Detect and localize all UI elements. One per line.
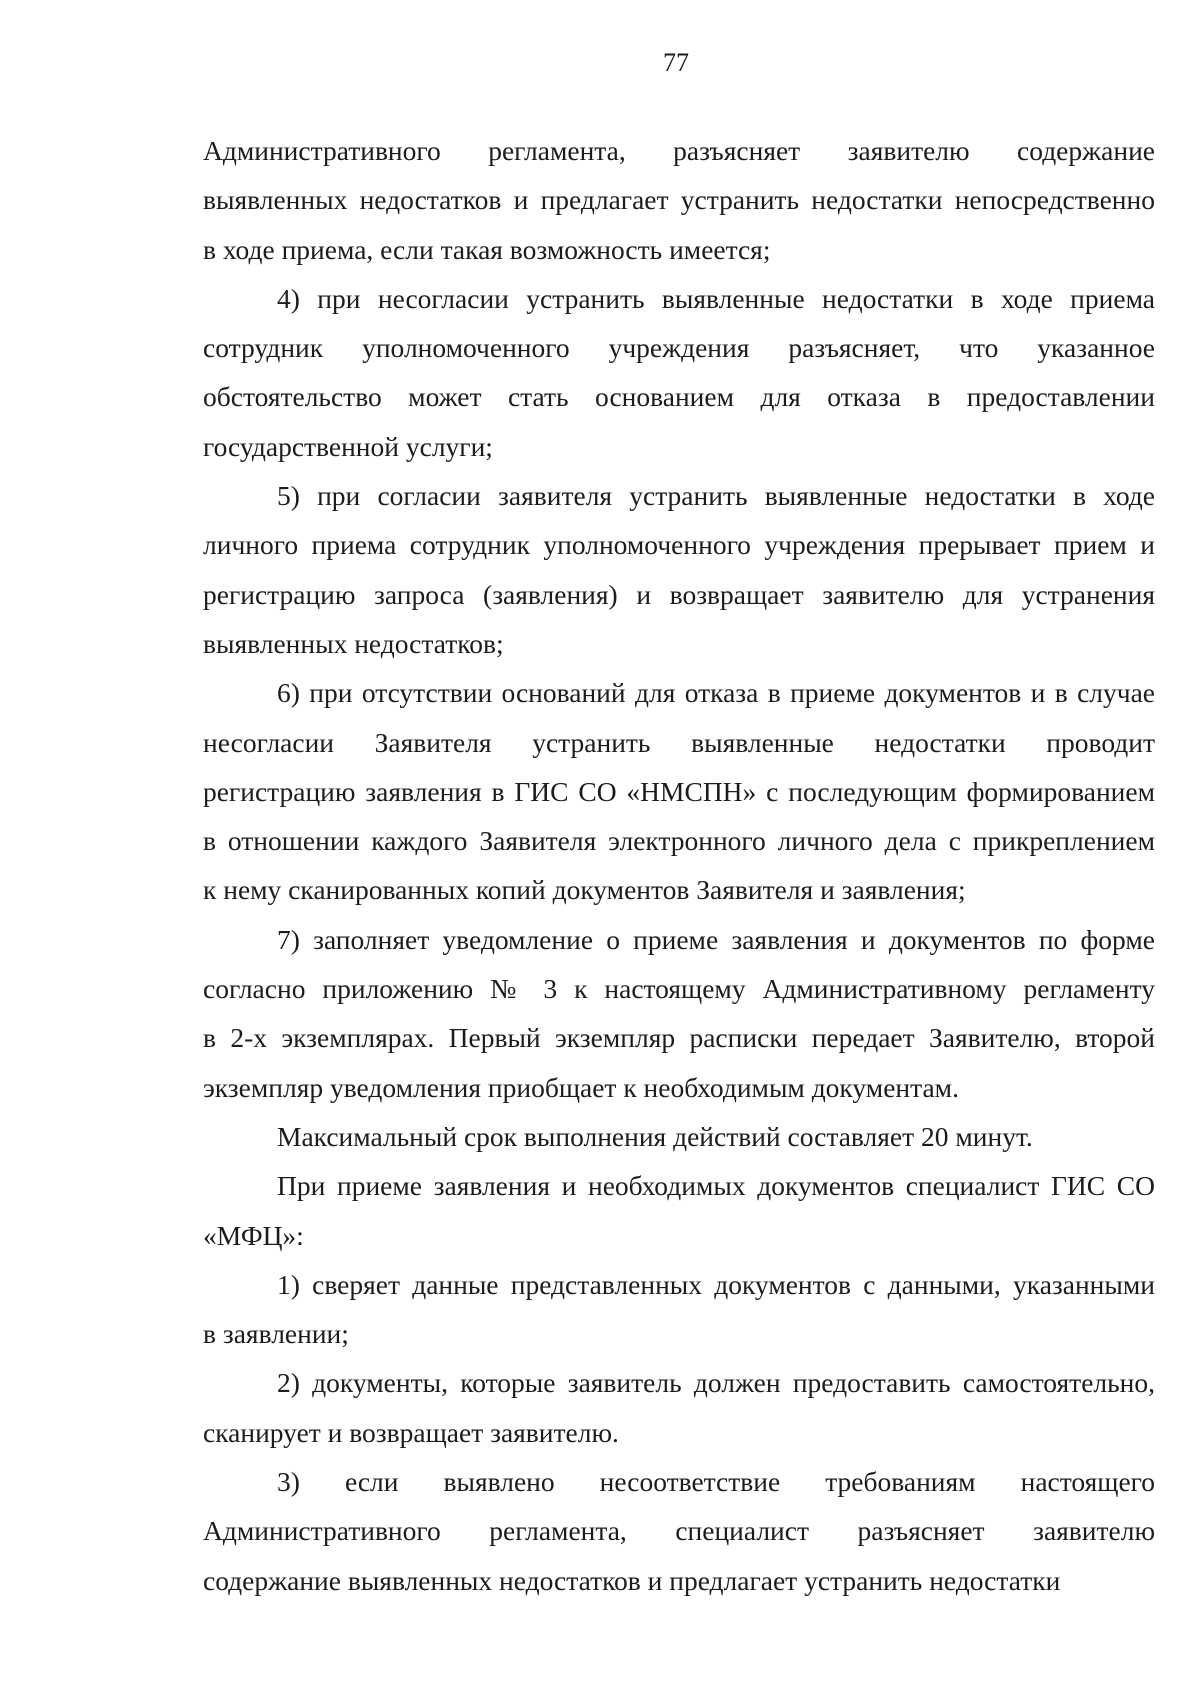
text-line: в ходе приема, если такая возможность имеется; [203,233,771,265]
text-line: в 2-х экземплярах. Первый экземпляр расписки передает Заявителю, второй [203,1022,1155,1054]
text-line: При приеме заявления и необходимых документов специалист ГИС СО [277,1170,1155,1202]
text-line: регистрацию заявления в ГИС СО «НМСПН» с последующим формированием [203,775,1155,807]
paragraph-mfc-item-3 [203,1457,1155,1605]
text-line: обстоятельство может стать основанием для отказа в предоставлении [203,381,1155,413]
text-line: в заявлении; [203,1318,349,1350]
text-line: Административного регламента, специалист разъясняет заявителю [203,1515,1155,1547]
document-body [203,126,1155,1605]
page-number: 77 [663,48,689,77]
paragraph-mfc-item-1 [203,1260,1155,1359]
text-line: к нему сканированных копий документов Заявителя и заявления; [203,874,966,906]
text-line: 2) документы, которые заявитель должен предоставить самостоятельно, [277,1367,1155,1399]
text-line: 1) сверяет данные представленных документов с данными, указанными [277,1268,1155,1300]
text-line: Максимальный срок выполнения действий составляет 20 минут. [277,1120,1033,1152]
text-line: 4) при несогласии устранить выявленные недостатки в ходе приема [277,282,1155,314]
paragraph-max-time [203,1112,1155,1161]
paragraph-item-5 [203,471,1155,668]
text-line: сотрудник уполномоченного учреждения разъясняет, что указанное [203,332,1155,364]
paragraph-item-7 [203,915,1155,1112]
text-line: 5) при согласии заявителя устранить выявленные недостатки в ходе [277,480,1155,512]
text-line: 7) заполняет уведомление о приеме заявления и документов по форме [277,923,1155,955]
text-line: выявленных недостатков; [203,627,504,659]
text-line: 3) если выявлено несоответствие требованиям настоящего [277,1466,1155,1498]
text-line: сканирует и возвращает заявителю. [203,1416,619,1448]
text-line: экземпляр уведомления приобщает к необходимым документам. [203,1071,959,1103]
paragraph-mfc-intro [203,1161,1155,1260]
text-line: содержание выявленных недостатков и предлагает устранить недостатки [203,1564,1061,1596]
paragraph-mfc-item-2 [203,1358,1155,1457]
text-line: «МФЦ»: [203,1219,304,1251]
text-line: в отношении каждого Заявителя электронного личного дела с прикреплением [203,825,1155,857]
text-line: государственной услуги; [203,430,493,462]
text-line: несогласии Заявителя устранить выявленные недостатки проводит [203,726,1155,758]
text-line: Административного регламента, разъясняет заявителю содержание [203,135,1155,166]
text-line: согласно приложению № 3 к настоящему Административному регламенту [203,973,1155,1005]
paragraph-continuation [203,126,1155,274]
text-line: личного приема сотрудник уполномоченного учреждения прерывает прием и [203,529,1155,561]
paragraph-item-6 [203,668,1155,914]
text-line: выявленных недостатков и предлагает устранить недостатки непосредственно [203,184,1155,216]
paragraph-item-4 [203,274,1155,471]
text-line: 6) при отсутствии оснований для отказа в приеме документов и в случае [277,677,1155,709]
text-line: регистрацию запроса (заявления) и возвращает заявителю для устранения [203,578,1155,610]
